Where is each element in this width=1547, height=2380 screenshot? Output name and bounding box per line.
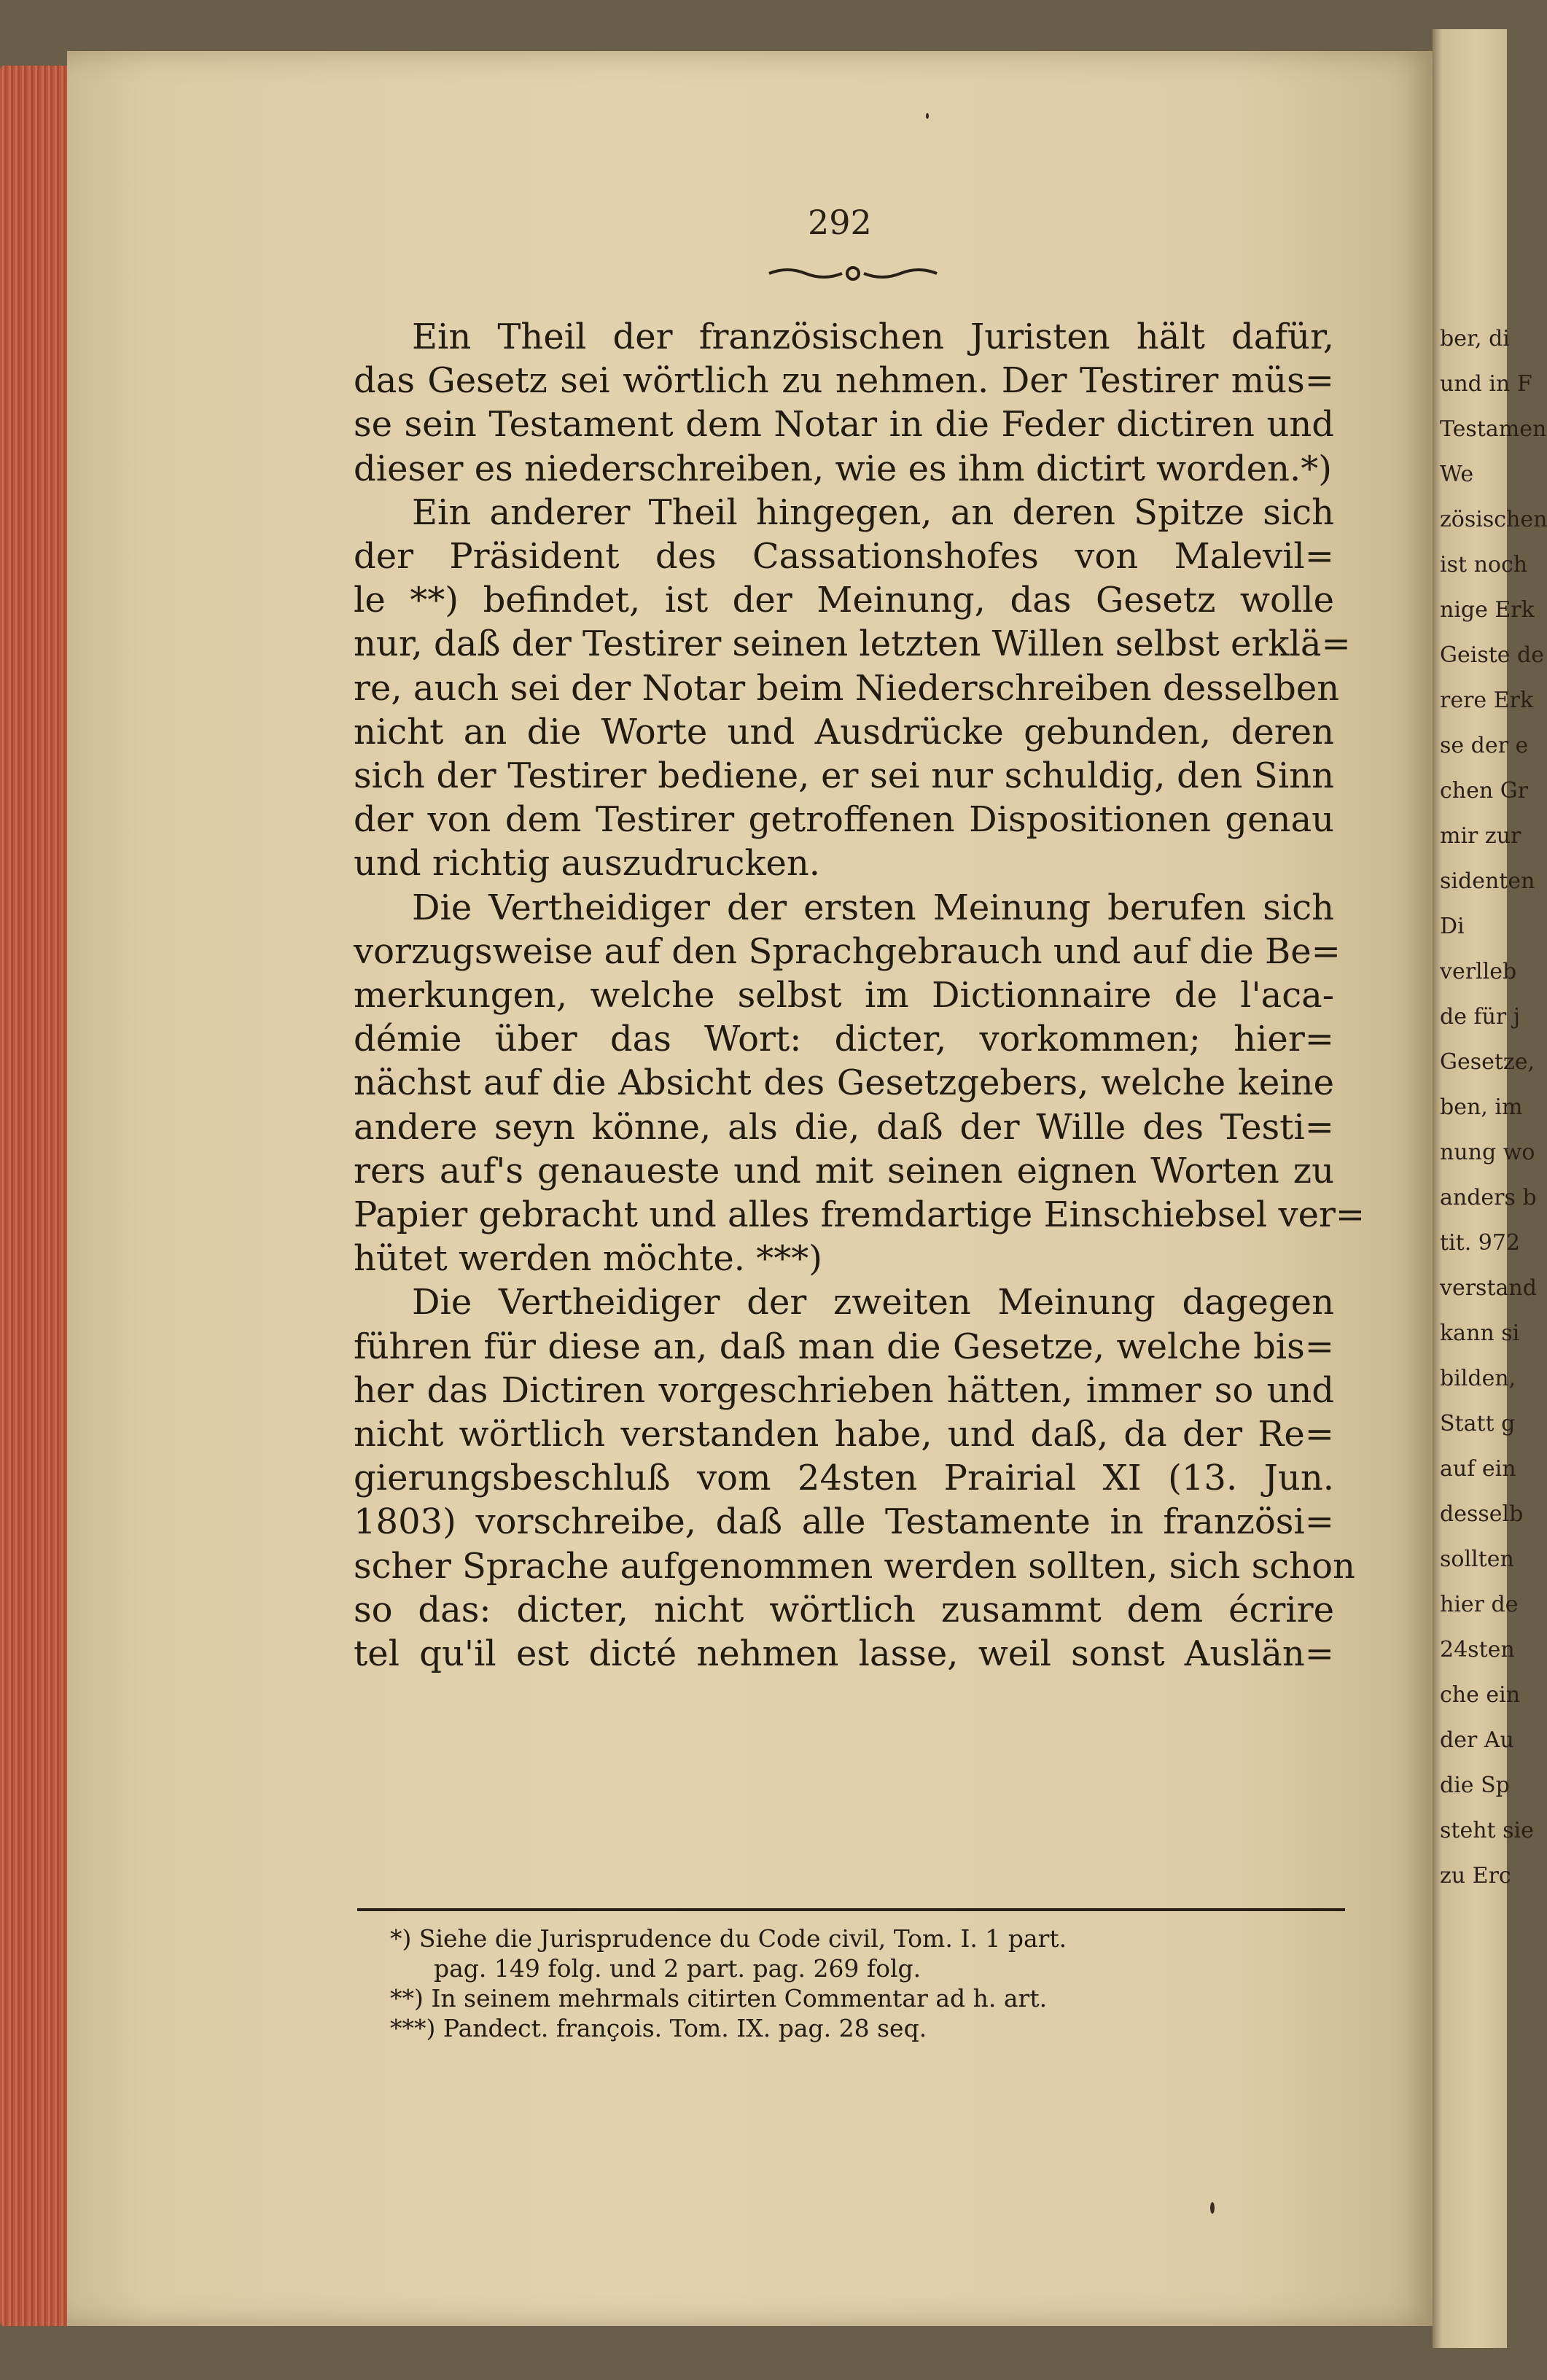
facing-page-text-fragment: verlleb [1440,959,1517,984]
text-line: andere seyn könne, als die, daß der Wille des Testi= [354,1106,1334,1148]
facing-page-text-fragment: auf ein [1440,1456,1516,1482]
text-line: so das: dicter, nicht wörtlich zusammt dem écrire [354,1589,1334,1630]
facing-page-text-fragment: Statt g [1440,1411,1516,1436]
text-line: re, auch sei der Notar beim Niederschreiben desselben [354,667,1340,709]
facing-page-text-fragment: und in F [1440,371,1532,397]
facing-page-text-fragment: sollten [1440,1547,1514,1572]
facing-page-text-fragment: anders b [1440,1185,1537,1210]
text-line: Ein Theil der französischen Juristen hält dafür, [412,316,1334,357]
facing-page-text-fragment: zösischen [1440,507,1547,532]
text-line: her das Dictiren vorgeschrieben hätten, immer so und [354,1369,1334,1411]
facing-page-text-fragment: ben, im [1440,1094,1523,1120]
facing-page-edge [1433,29,1547,2348]
footnotes-block [390,1924,1352,2043]
footnote-line: ***) Pandect. françois. Tom. IX. pag. 28 seq. [390,2014,927,2042]
facing-page-text-fragment: 24sten [1440,1637,1515,1662]
facing-page-text-fragment: der Au [1440,1727,1514,1753]
text-line: 1803) vorschreibe, daß alle Testamente in französi= [354,1501,1334,1543]
facing-page-text-fragment: ist noch [1440,552,1528,578]
facing-page-text-fragment: We [1440,462,1474,487]
facing-page-text-fragment: desselb [1440,1501,1524,1527]
text-line: Die Vertheidiger der ersten Meinung berufen sich [412,887,1334,928]
footnote-line: **) In seinem mehrmals citirten Commentar ad h. art. [390,1984,1048,2012]
facing-page-text-fragment: Geiste de [1440,642,1545,668]
text-line: Ein anderer Theil hingegen, an deren Spitze sich [412,491,1334,533]
paper-spot [1210,2202,1215,2214]
text-line: Die Vertheidiger der zweiten Meinung dagegen [412,1282,1334,1323]
text-line: der von dem Testirer getroffenen Dispositionen genau [354,799,1334,841]
text-line: nicht an die Worte und Ausdrücke gebunden, deren [354,711,1334,752]
text-line: sich der Testirer bediene, er sei nur schuldig, den Sinn [354,755,1334,797]
facing-page-text-fragment: chen Gr [1440,778,1529,804]
text-line: rers auf's genaueste und mit seinen eignen Worten zu [354,1150,1334,1191]
facing-page-text-fragment: zu Erc [1440,1863,1511,1889]
facing-page-text-fragment: kann si [1440,1321,1520,1346]
facing-page-text-fragment: Gesetze, [1440,1049,1535,1075]
text-line: se sein Testament dem Notar in die Feder dictiren und [354,404,1334,446]
footnote-line: *) Siehe die Jurisprudence du Code civil, Tom. I. 1 part. [390,1924,1067,1953]
text-line: führen für diese an, daß man die Gesetze, welche bis= [354,1326,1334,1367]
footnote-line: pag. 149 folg. und 2 part. pag. 269 folg. [434,1954,921,1983]
page-number: 292 [808,203,872,242]
text-line: hütet werden möchte. ***) [354,1238,822,1280]
facing-page-text-fragment: verstand [1440,1275,1537,1301]
text-line: und richtig auszudrucken. [354,843,821,884]
facing-page-text-fragment: tit. 972 [1440,1230,1521,1256]
text-line: Papier gebracht und alles fremdartige Einschiebsel ver= [354,1194,1365,1236]
text-line: démie über das Wort: dicter, vorkommen; hier= [354,1019,1334,1060]
facing-page-text-fragment: se der e [1440,733,1529,758]
facing-page-text-fragment: Di [1440,914,1465,939]
paper-spot [926,113,929,119]
ornament-divider-icon [765,262,940,284]
text-line: nicht wörtlich verstanden habe, und daß, da der Re= [354,1414,1334,1455]
facing-page-text-fragment: che ein [1440,1682,1521,1708]
facing-page-text-fragment: steht sie [1440,1818,1534,1843]
text-line: merkungen, welche selbst im Dictionnaire de l'aca- [354,975,1334,1016]
facing-page-text-fragment: ber, di [1440,326,1510,351]
facing-page-text-fragment: sidenten [1440,868,1535,894]
main-text-block [354,315,1365,1676]
text-line: der Präsident des Cassationshofes von Malevil= [354,536,1334,578]
facing-page-text-fragment: hier de [1440,1592,1519,1617]
text-line: dieser es niederschreiben, wie es ihm dictirt worden.*) [354,448,1332,489]
facing-page-text-fragment: die Sp [1440,1773,1510,1798]
facing-page-text-fragment: nung wo [1440,1140,1535,1165]
text-line: tel qu'il est dicté nehmen lasse, weil sonst Auslän= [354,1633,1334,1675]
text-line: gierungsbeschluß vom 24sten Prairial XI (13. Jun. [354,1458,1334,1499]
book-edge [0,66,67,2326]
facing-page-text-fragment: rere Erk [1440,688,1534,713]
text-line: nur, daß der Testirer seinen letzten Willen selbst erklä= [354,623,1351,665]
text-line: scher Sprache aufgenommen werden sollten, sich schon [354,1545,1355,1587]
facing-page-text-fragment: mir zur [1440,823,1521,849]
facing-page-text-fragment: de für j [1440,1004,1521,1030]
text-line: vorzugsweise auf den Sprachgebrauch und auf die Be= [354,930,1341,972]
text-line: le **) befindet, ist der Meinung, das Gesetz wolle [354,580,1334,621]
facing-page-text-fragment: nige Erk [1440,597,1535,623]
text-line: das Gesetz sei wörtlich zu nehmen. Der Testirer müs= [354,360,1334,402]
text-line: nächst auf die Absicht des Gesetzgebers, welche keine [354,1062,1334,1104]
footnote-rule [357,1908,1345,1911]
facing-page-text-fragment: bilden, [1440,1366,1516,1391]
facing-page-text-fragment: Testamen [1440,416,1547,442]
